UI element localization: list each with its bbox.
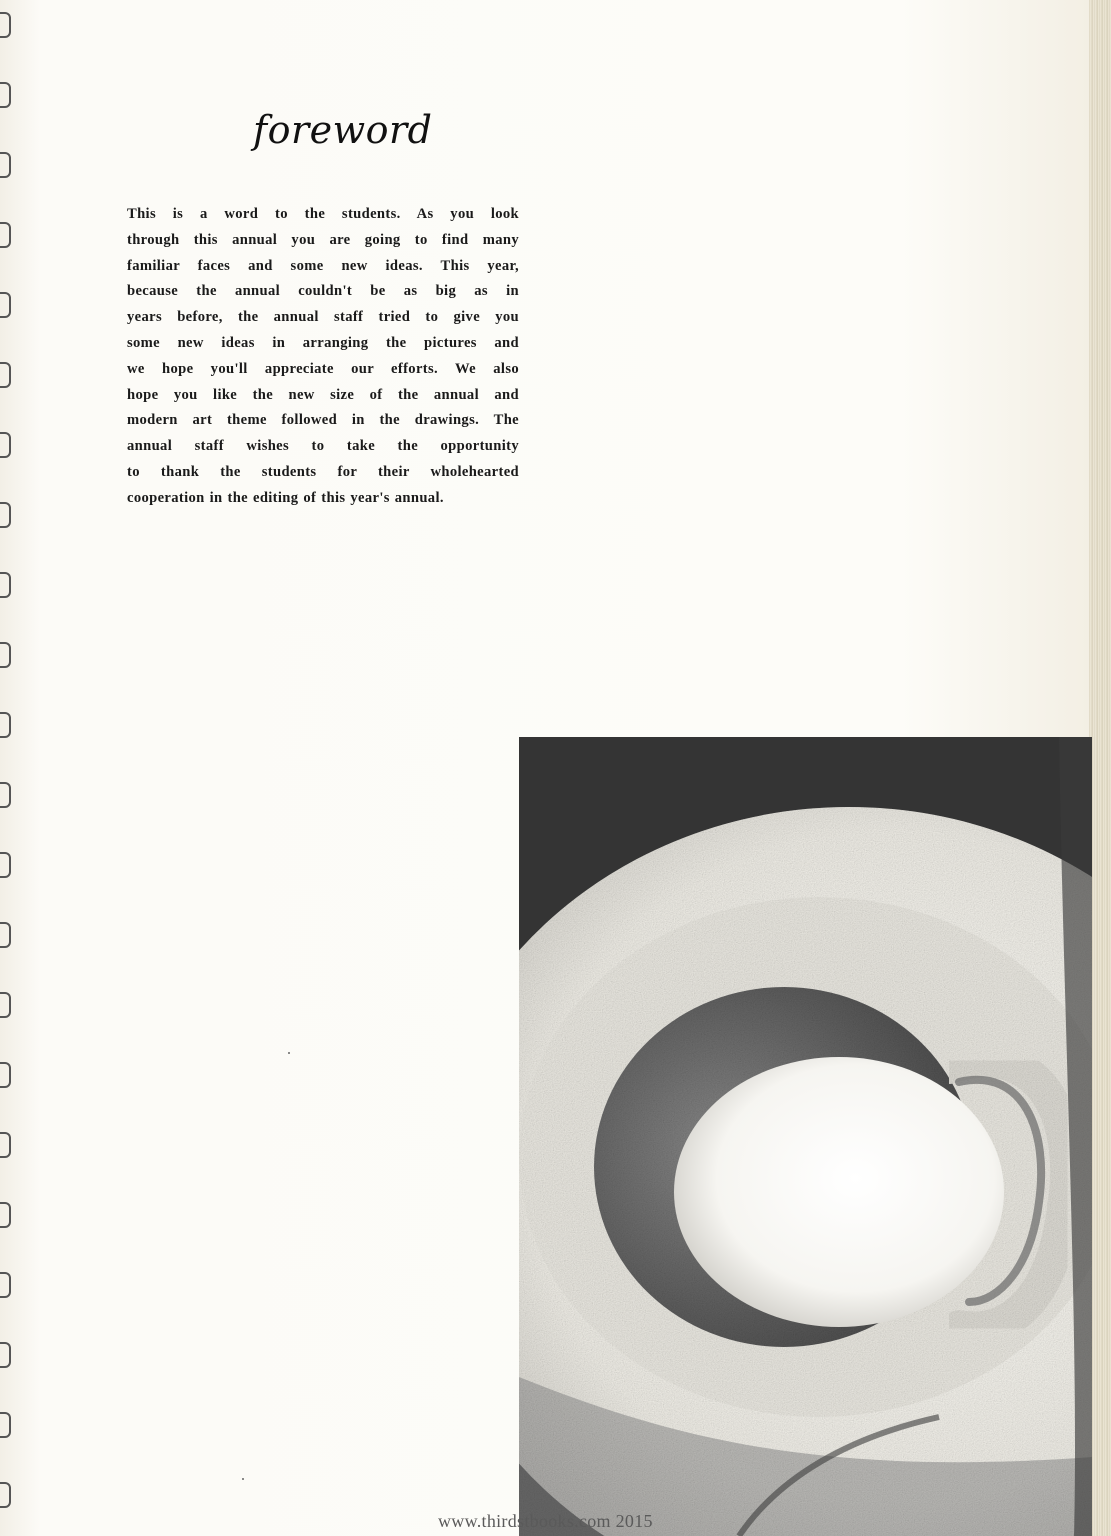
body-line: This is a word to the students. As you look [127, 206, 519, 222]
binding-ring [0, 362, 11, 388]
binding-ring [0, 642, 11, 668]
binding-ring [0, 712, 11, 738]
spiral-binding [0, 0, 14, 1536]
body-line: through this annual you are going to find many [127, 231, 519, 248]
page-stack-edge [1089, 0, 1111, 1536]
drawing-svg [519, 737, 1092, 1536]
binding-ring [0, 222, 11, 248]
binding-ring [0, 1272, 11, 1298]
binding-ring [0, 922, 11, 948]
binding-ring [0, 1132, 11, 1158]
binding-ring [0, 292, 11, 318]
paper-speck [288, 1052, 290, 1054]
binding-ring [0, 152, 11, 178]
body-line: years before, the annual staff tried to give you [127, 309, 519, 326]
page-title: foreword [253, 108, 433, 152]
body-line: some new ideas in arranging the pictures and [127, 334, 519, 351]
cup-highlight-shape [674, 1057, 1004, 1327]
body-line: annual staff wishes to take the opportunity [127, 438, 519, 455]
body-line: hope you like the new size of the annual and [127, 386, 519, 403]
binding-ring [0, 852, 11, 878]
body-line: to thank the students for their wholehearted [127, 463, 519, 480]
foreword-body [127, 202, 519, 512]
binding-ring [0, 12, 11, 38]
body-line: because the annual couldn't be as big as in [127, 283, 519, 300]
binding-ring [0, 1202, 11, 1228]
binding-ring [0, 1412, 11, 1438]
binding-ring [0, 1342, 11, 1368]
body-line: familiar faces and some new ideas. This year, [127, 257, 519, 274]
cup-and-saucer-drawing [519, 737, 1092, 1536]
binding-ring [0, 1482, 11, 1508]
binding-ring [0, 432, 11, 458]
body-line: modern art theme followed in the drawings. The [127, 412, 519, 429]
watermark-text: www.thirdstbooks.com 2015 [438, 1511, 653, 1531]
binding-ring [0, 1062, 11, 1088]
binding-ring [0, 82, 11, 108]
body-line: cooperation in the editing of this year's annual. [127, 489, 444, 506]
binding-ring [0, 992, 11, 1018]
body-line: we hope you'll appreciate our efforts. We also [127, 360, 519, 377]
binding-ring [0, 572, 11, 598]
binding-ring [0, 502, 11, 528]
paper-speck [242, 1478, 244, 1480]
binding-ring [0, 782, 11, 808]
